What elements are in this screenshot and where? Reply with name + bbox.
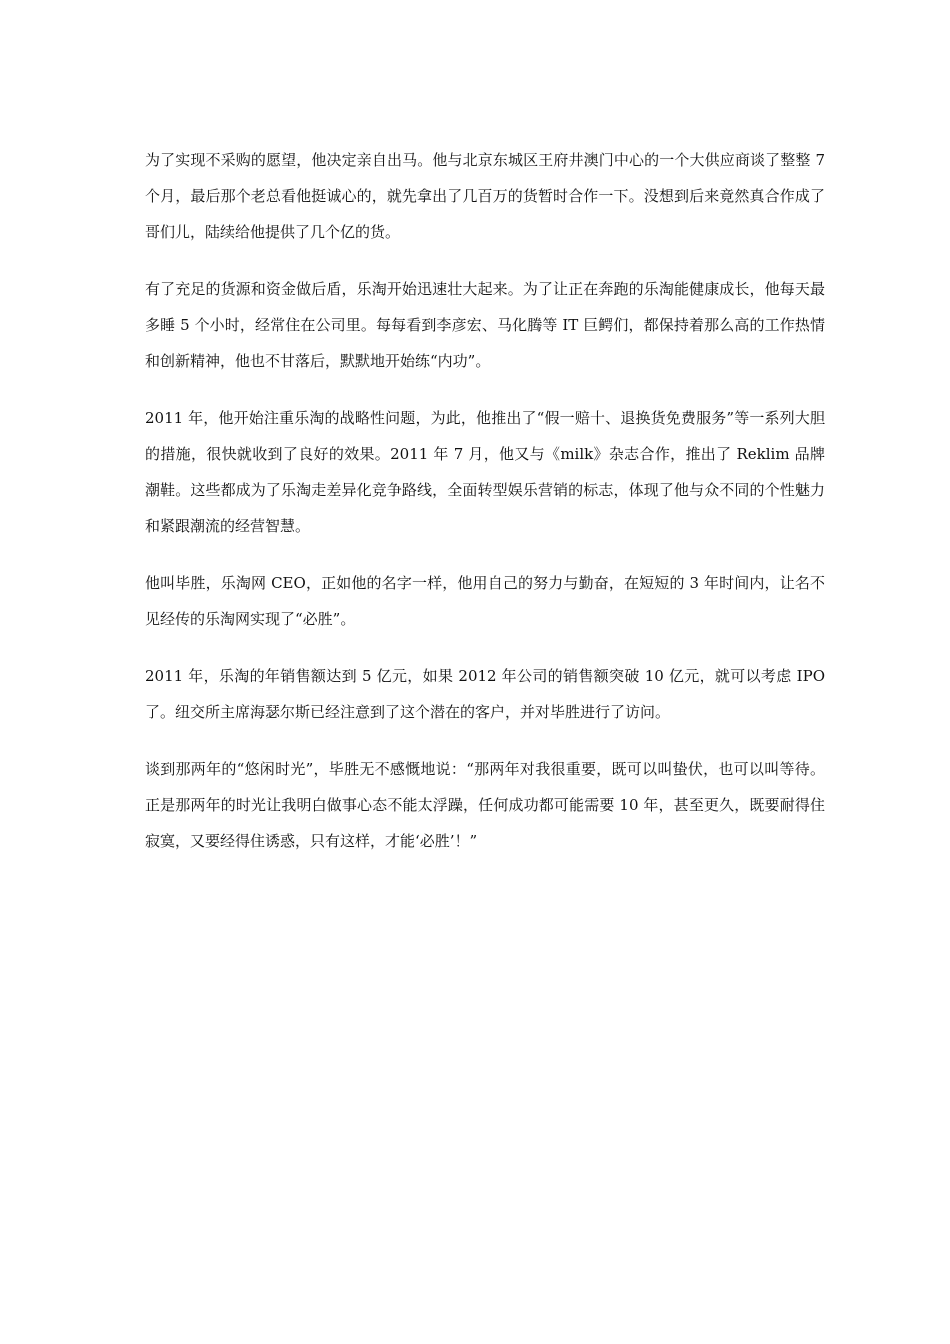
paragraph-5: 2011 年，乐淘的年销售额达到 5 亿元，如果 2012 年公司的销售额突破 10 亿元，就可以考虑 IPO 了。纽交所主席海瑟尔斯已经注意到了这个潜在的客户，并对毕胜进行了访问。 [145, 667, 825, 721]
paragraph-1: 为了实现不采购的愿望，他决定亲自出马。他与北京东城区王府井澳门中心的一个大供应商谈了整整 7 个月，最后那个老总看他挺诚心的，就先拿出了几百万的货暂时合作一下。没想到后来竟然真合作成了哥们儿，陆续给他提供了几个亿的货。 [145, 151, 825, 241]
paragraph-4: 他叫毕胜，乐淘网 CEO，正如他的名字一样，他用自己的努力与勤奋，在短短的 3 年时间内，让名不见经传的乐淘网实现了“必胜”。 [145, 574, 825, 628]
paragraph-6: 谈到那两年的“悠闲时光”，毕胜无不感慨地说：“那两年对我很重要，既可以叫蛰伏，也可以叫等待。正是那两年的时光让我明白做事心态不能太浮躁，任何成功都可能需要 10 年，甚至更久，既要耐得住寂寞，又要经得住诱惑，只有这样，才能‘必胜’！” [145, 760, 825, 850]
document-page [145, 142, 825, 880]
paragraph-2: 有了充足的货源和资金做后盾，乐淘开始迅速壮大起来。为了让正在奔跑的乐淘能健康成长，他每天最多睡 5 个小时，经常住在公司里。每每看到李彦宏、马化腾等 IT 巨鳄们，都保持着那么高的工作热情和创新精神，他也不甘落后，默默地开始练“内功”。 [145, 280, 825, 370]
paragraph-3: 2011 年，他开始注重乐淘的战略性问题，为此，他推出了“假一赔十、退换货免费服务”等一系列大胆的措施，很快就收到了良好的效果。2011 年 7 月，他又与《milk》杂志合作，推出了 Reklim 品牌潮鞋。这些都成为了乐淘走差异化竞争路线，全面转型娱乐营销的标志，体现了他与众不同的个性魅力和紧跟潮流的经营智慧。 [145, 409, 825, 535]
